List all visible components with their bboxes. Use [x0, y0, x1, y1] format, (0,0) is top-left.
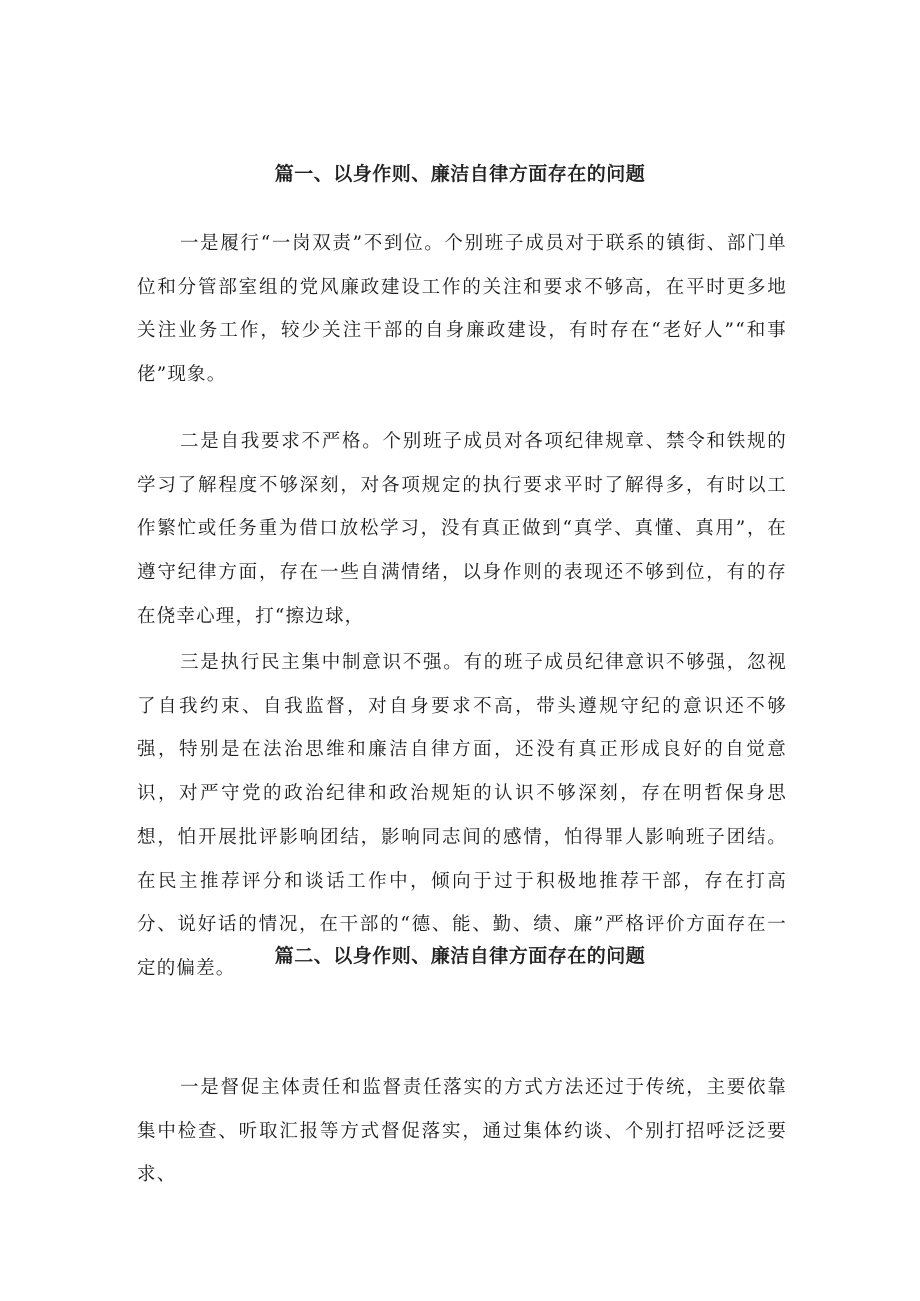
section-1-paragraph-3: 三是执行民主集中制意识不强。有的班子成员纪律意识不够强，忽视了自我约束、自我监督，对自身要求不高，带头遵规守纪的意识还不够强，特别是在法治思维和廉洁自律方面，还没有真正形成良好的自觉意识，对严守党的政治纪律和政治规矩的认识不够深刻，存在明哲保身思想，怕开展批评影响团结，影响同志间的感情，怕得罪人影响班子团结。在民主推荐评分和谈话工作中，倾向于过于积极地推荐干部，存在打高分、说好话的情况，在干部的“德、能、勤、绩、廉”严格评价方面存在一定的偏差。	[137, 652, 787, 979]
section-1-title: 篇一、以身作则、廉洁自律方面存在的问题	[274, 163, 646, 185]
section-2-paragraph-1: 一是督促主体责任和监督责任落实的方式方法还过于传统，主要依靠集中检查、听取汇报等方式督促落实，通过集体约谈、个别打招呼泛泛要求、	[137, 1077, 787, 1186]
section-2-title: 篇二、以身作则、廉洁自律方面存在的问题	[274, 945, 646, 967]
section-1-paragraph-2: 二是自我要求不严格。个别班子成员对各项纪律规章、禁令和铁规的学习了解程度不够深刻，对各项规定的执行要求平时了解得多，有时以工作繁忙或任务重为借口放松学习，没有真正做到“真学、真懂、真用”，在遵守纪律方面，存在一些自满情绪，以身作则的表现还不够到位，有的存在侥幸心理，打“擦边球，	[137, 431, 787, 627]
section-1-paragraph-1: 一是履行“一岗双责”不到位。个别班子成员对于联系的镇街、部门单位和分管部室组的党风廉政建设工作的关注和要求不够高，在平时更多地关注业务工作，较少关注干部的自身廉政建设，有时存在“老好人”“和事佬”现象。	[137, 233, 787, 386]
